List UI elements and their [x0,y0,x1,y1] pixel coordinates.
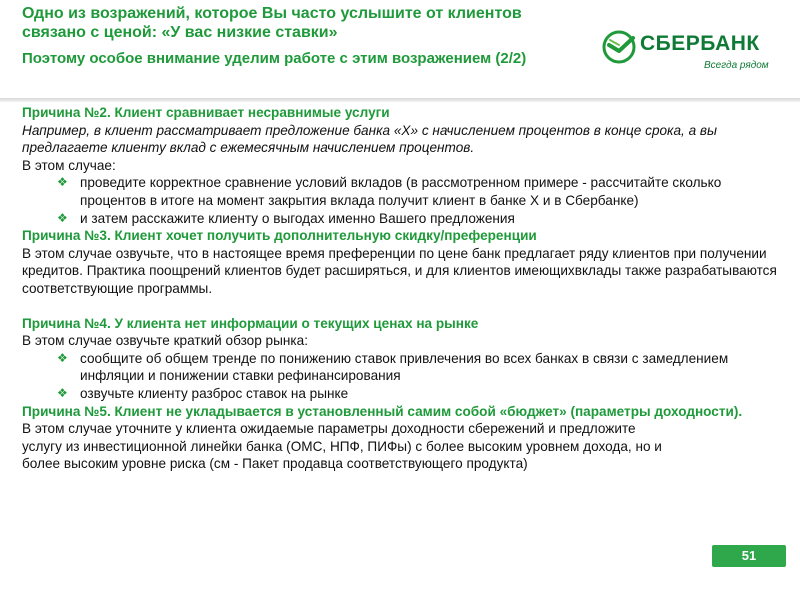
list-item [22,350,782,385]
reason-5-line-1: В этом случае уточните у клиента ожидаемые параметры доходности сбережений и предложите [22,421,636,437]
logo-slogan: Всегда рядом [704,60,769,71]
bullet-text: проведите корректное сравнение условий вкладов (в рассмотренном примере - рассчитайте сколько процентов в итоге на момент закрытия вклада получит клиент в банке Х и в Сбербанке) [80,175,722,208]
sberbank-mark-icon [602,30,636,64]
logo-name: СБЕРБАНК [640,32,760,55]
diamond-bullet-icon: ❖ [57,210,68,225]
slide-header [0,0,800,100]
slide-subtitle: Поэтому особое внимание уделим работе с этим возражением (2/2) [22,50,527,67]
list-item [22,385,782,403]
title-line-2: связано с ценой: «У вас низкие ставки» [22,24,338,41]
reason-5-line-2: услугу из инвестиционной линейки банка (ОМС, НПФ, ПИФы) с более высоким уровнем дохода, но и [22,438,662,454]
bullet-text: сообщите об общем тренде по понижению ставок привлечения во всех банках в связи с замедлением инфляции и понижении ставки рефинансирования [80,350,729,384]
reason-5-heading: Причина №5. Клиент не укладывается в установленный самим собой «бюджет» (параметры доходности). [22,403,743,419]
list-item [22,210,782,228]
reason-4-intro: В этом случае озвучьте краткий обзор рынка: [22,333,308,349]
reason-3-body: В этом случае озвучьте, что в настоящее время преференции по цене банк предлагает ряду клиентов при получении кредитов. Практика поощрений клиентов будет расширяться, и для клиентов имеющихвклады также разрабатываются соответствующие программы. [22,245,777,296]
spacer [22,298,782,315]
diamond-bullet-icon: ❖ [57,350,68,365]
reason-4-heading: Причина №4. У клиента нет информации о текущих ценах на рынке [22,315,479,331]
reason-2-heading: Причина №2. Клиент сравнивает несравнимые услуги [22,105,390,120]
diamond-bullet-icon: ❖ [57,175,68,190]
sberbank-logo [600,28,780,78]
reason-5-line-3: более высоким уровне риска (см - Пакет продавца соответствующего продукта) [22,456,528,472]
slide-title [22,4,582,42]
diamond-bullet-icon: ❖ [57,385,68,400]
title-line-1: Одно из возражений, которое Вы часто услышите от клиентов [22,5,522,22]
reason-3-heading: Причина №3. Клиент хочет получить дополнительную скидку/преференции [22,228,537,244]
bullet-text: озвучьте клиенту разброс ставок на рынке [80,385,349,401]
list-item [22,174,782,209]
bullet-text: и затем расскажите клиенту о выгодах именно Вашего предложения [80,210,515,226]
header-divider [0,98,800,102]
slide-body [22,104,782,473]
reason-2-example: Например, в клиент рассматривает предложение банка «Х» с начислением процентов в конце срока, а вы предлагаете клиенту вклад с ежемесячным начислением процентов. [22,122,718,156]
reason-2-intro: В этом случае: [22,157,116,173]
page-number: 51 [712,545,786,567]
